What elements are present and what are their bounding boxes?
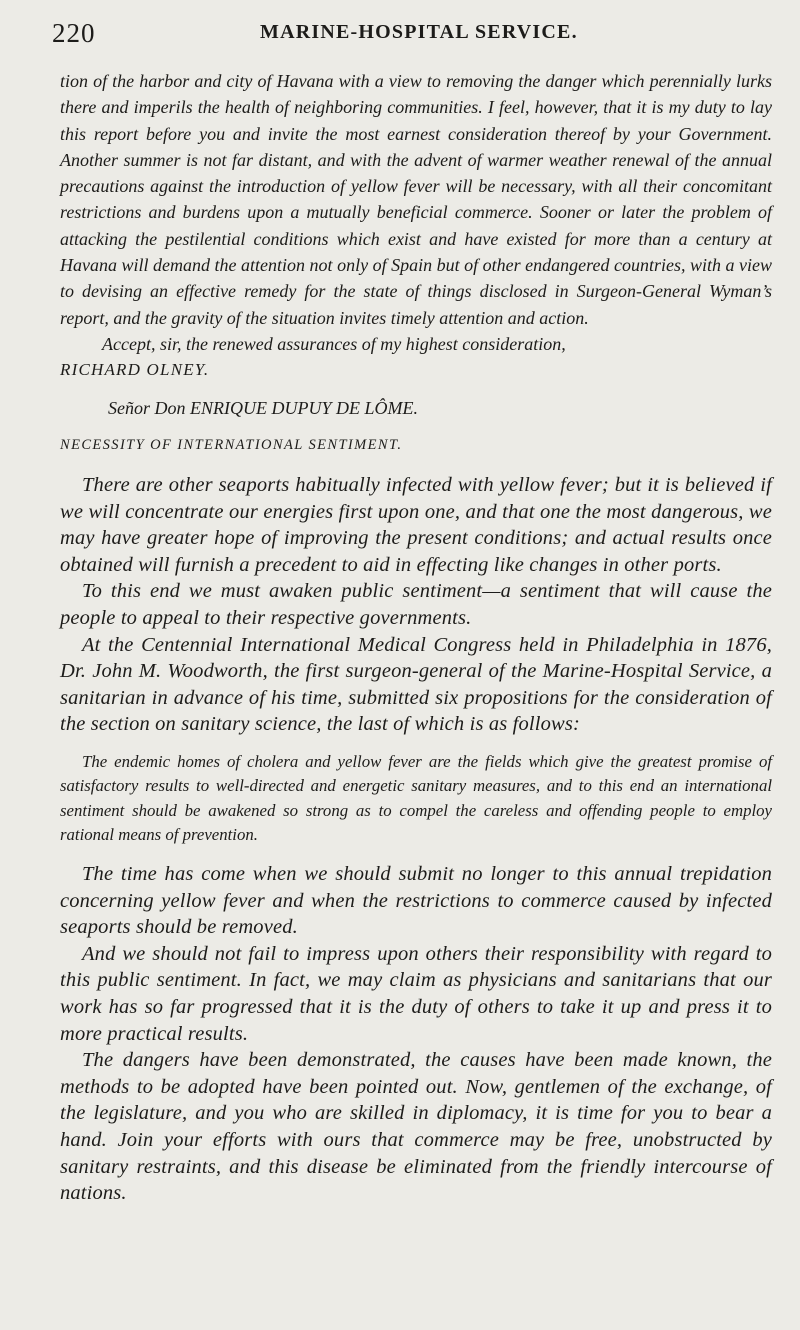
addressee: Señor Don ENRIQUE DUPUY DE LÔME. — [108, 397, 418, 418]
page-number: 220 — [52, 18, 96, 48]
signature: RICHARD OLNEY. — [60, 359, 210, 379]
body-paragraph: There are other seaports habitually infected with yellow fever; but it is believed if we will concentrate our energies first upon one, and that one the most dangerous, we may have greater hope of improving the present conditions; and actual results once obtained will furnish a precedent to aid in effecting like changes in other ports. — [60, 473, 772, 576]
letter-paragraph: tion of the harbor and city of Havana with a view to removing the danger which perennially lurks there and imperils the health of neighboring communities. I feel, however, that it is my duty to lay this report before you and invite the most earnest consideration thereof by your Government. Another summer is not far distant, and with the advent of warmer weather renewal of the annual precautions against the introduction of yellow fever will be necessary, with all their concomitant restrictions and burdens upon a mutually beneficial commerce. Sooner or later the problem of attacking the pestilential conditions which exist and have existed for more than a century at Havana will demand the attention not only of Spain but of other endangered countries, with a view to devising an effective remedy for the state of things disclosed in Surgeon-General Wyman’s report, and the gravity of the situation invites timely attention and action. — [60, 71, 772, 328]
block-quote: The endemic homes of cholera and yellow fever are the fields which give the greatest promise of satisfactory results to well-directed and energetic sanitary measures, and to this end an international sentiment should be awakened so strong as to compel the careless and offending people to employ rational means of prevention. — [60, 751, 772, 844]
page-body — [60, 68, 772, 1207]
body-paragraph: The dangers have been demonstrated, the causes have been made known, the methods to be adopted have been pointed out. Now, gentlemen of the exchange, of the legislature, and you who are skilled in diplomacy, it is time for you to bear a hand. Join your efforts with ours that commerce may be free, unobstructed by sanitary restraints, and this disease be eliminated from the friendly intercourse of nations. — [60, 1049, 772, 1205]
section-heading: NECESSITY OF INTERNATIONAL SENTIMENT. — [60, 436, 403, 453]
body-paragraph: At the Centennial International Medical Congress held in Philadelphia in 1876, Dr. John M. Woodworth, the first surgeon-general of the Marine-Hospital Service, a sanitarian in advance of his time, submitted six propositions for the consideration of the section on sanitary science, the last of which is as follows: — [60, 633, 772, 736]
body-paragraph: And we should not fail to impress upon others their responsibility with regard to this public sentiment. In fact, we may claim as physicians and sanitarians that our work has so far progressed that it is the duty of others to take it up and press it to more practical results. — [60, 942, 772, 1045]
body-paragraph: The time has come when we should submit no longer to this annual trepidation concerning yellow fever and when the restrictions to commerce caused by infected seaports should be removed. — [60, 863, 772, 939]
running-title: MARINE-HOSPITAL SERVICE. — [260, 21, 578, 43]
letter-closing: Accept, sir, the renewed assurances of my highest consideration, — [102, 333, 566, 354]
body-paragraph: To this end we must awaken public sentiment—a sentiment that will cause the people to appeal to their respective governments. — [60, 580, 772, 629]
running-header — [52, 16, 760, 56]
